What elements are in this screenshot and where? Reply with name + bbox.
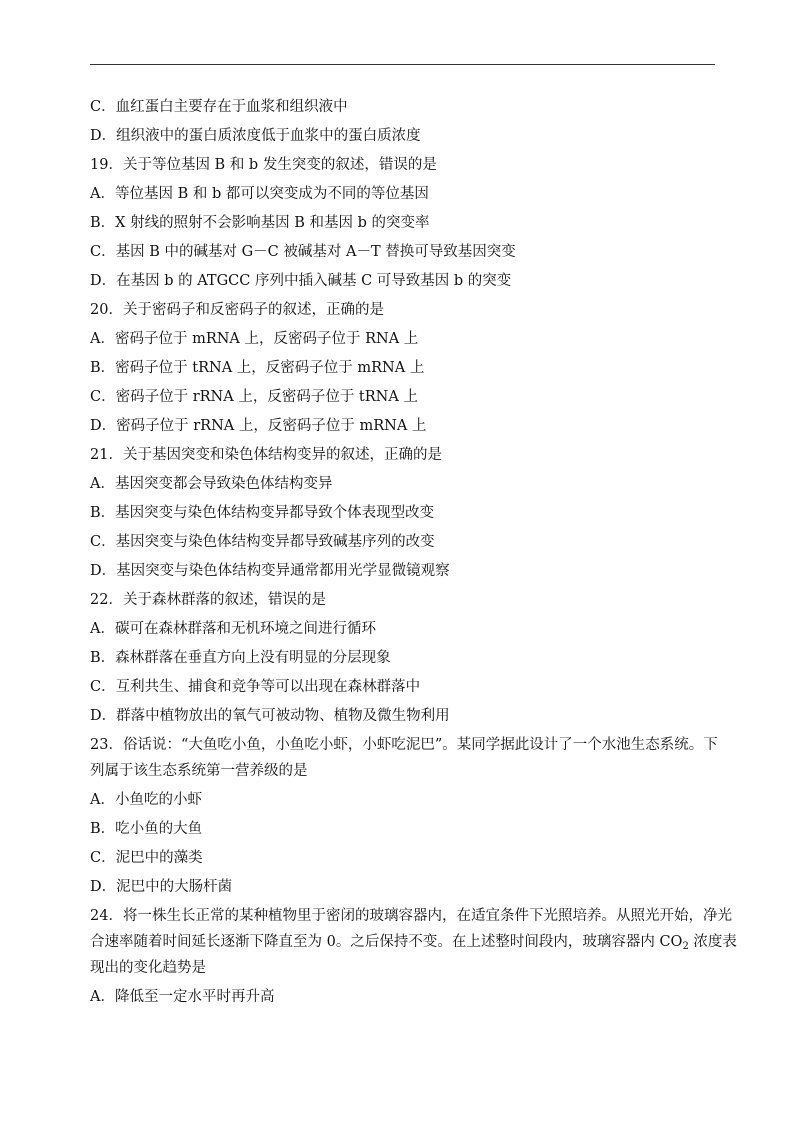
exam-page-body (90, 97, 737, 1016)
q24-stem-line1: 24．将一株生长正常的某种植物里于密闭的玻璃容器内，在适宜条件下光照培养。从照光开始，净光 (90, 908, 732, 924)
q23-option-c: C．泥巴中的藻类 (90, 850, 203, 866)
header-rule (90, 64, 715, 65)
q23-option-b: B．吃小鱼的大鱼 (90, 821, 203, 837)
q24-stem-line2-tail: 浓度表 (688, 934, 737, 950)
q23-stem-line1: 23．俗话说：“大鱼吃小鱼，小鱼吃小虾，小虾吃泥巴”。某同学据此设计了一个水池生态系统。下 (90, 737, 718, 753)
q22-option-b: B．森林群落在垂直方向上没有明显的分层现象 (90, 650, 391, 666)
q19-option-a: A．等位基因 B 和 b 都可以突变成为不同的等位基因 (90, 186, 429, 202)
q20-stem: 20．关于密码子和反密码子的叙述，正确的是 (90, 302, 384, 318)
q23-stem-line2: 列属于该生态系统第一营养级的是 (90, 763, 308, 779)
q22-option-c: C．互利共生、捕食和竞争等可以出现在森林群落中 (90, 679, 421, 695)
q20-option-b: B．密码子位于 tRNA 上，反密码子位于 mRNA 上 (90, 360, 425, 376)
q24-option-a: A．降低至一定水平时再升高 (90, 989, 275, 1005)
q21-option-b: B．基因突变与染色体结构变异都导致个体表现型改变 (90, 505, 435, 521)
q19-option-d: D．在基因 b 的 ATGCC 序列中插入碱基 C 可导致基因 b 的突变 (90, 273, 512, 289)
q24-stem-line3: 现出的变化趋势是 (90, 960, 206, 976)
q20-option-c: C．密码子位于 rRNA 上，反密码子位于 tRNA 上 (90, 389, 418, 405)
q21-option-a: A．基因突变都会导致染色体结构变异 (90, 476, 333, 492)
q22-option-a: A．碳可在森林群落和无机环境之间进行循环 (90, 621, 376, 637)
q19-stem: 19．关于等位基因 B 和 b 发生突变的叙述，错误的是 (90, 157, 437, 173)
q21-option-d: D．基因突变与染色体结构变异通常都用光学显微镜观察 (90, 563, 450, 579)
q21-stem: 21．关于基因突变和染色体结构变异的叙述，正确的是 (90, 447, 442, 463)
q20-option-a: A．密码子位于 mRNA 上，反密码子位于 RNA 上 (90, 331, 419, 347)
q20-option-d: D．密码子位于 rRNA 上，反密码子位于 mRNA 上 (90, 418, 427, 434)
q22-stem: 22．关于森林群落的叙述，错误的是 (90, 592, 326, 608)
q24-stem-line2 (90, 932, 737, 958)
co2-subscript: 2 (682, 941, 689, 952)
q21-option-c: C．基因突变与染色体结构变异都导致碱基序列的改变 (90, 534, 435, 550)
q24-stem-line2-text: 合速率随着时间延长逐渐下降直至为 0。之后保持不变。在上述整时间段内，玻璃容器内 CO (90, 934, 683, 950)
q18-option-c: C．血红蛋白主要存在于血浆和组织液中 (90, 99, 348, 115)
q22-option-d: D．群落中植物放出的氧气可被动物、植物及微生物利用 (90, 708, 450, 724)
q23-option-d: D．泥巴中的大肠杆菌 (90, 879, 233, 895)
q19-option-c: C．基因 B 中的碱基对 G－C 被碱基对 A－T 替换可导致基因突变 (90, 244, 516, 260)
q18-option-d: D．组织液中的蛋白质浓度低于血浆中的蛋白质浓度 (90, 128, 421, 144)
q19-option-b: B．X 射线的照射不会影响基因 B 和基因 b 的突变率 (90, 215, 430, 231)
q23-option-a: A．小鱼吃的小虾 (90, 792, 202, 808)
